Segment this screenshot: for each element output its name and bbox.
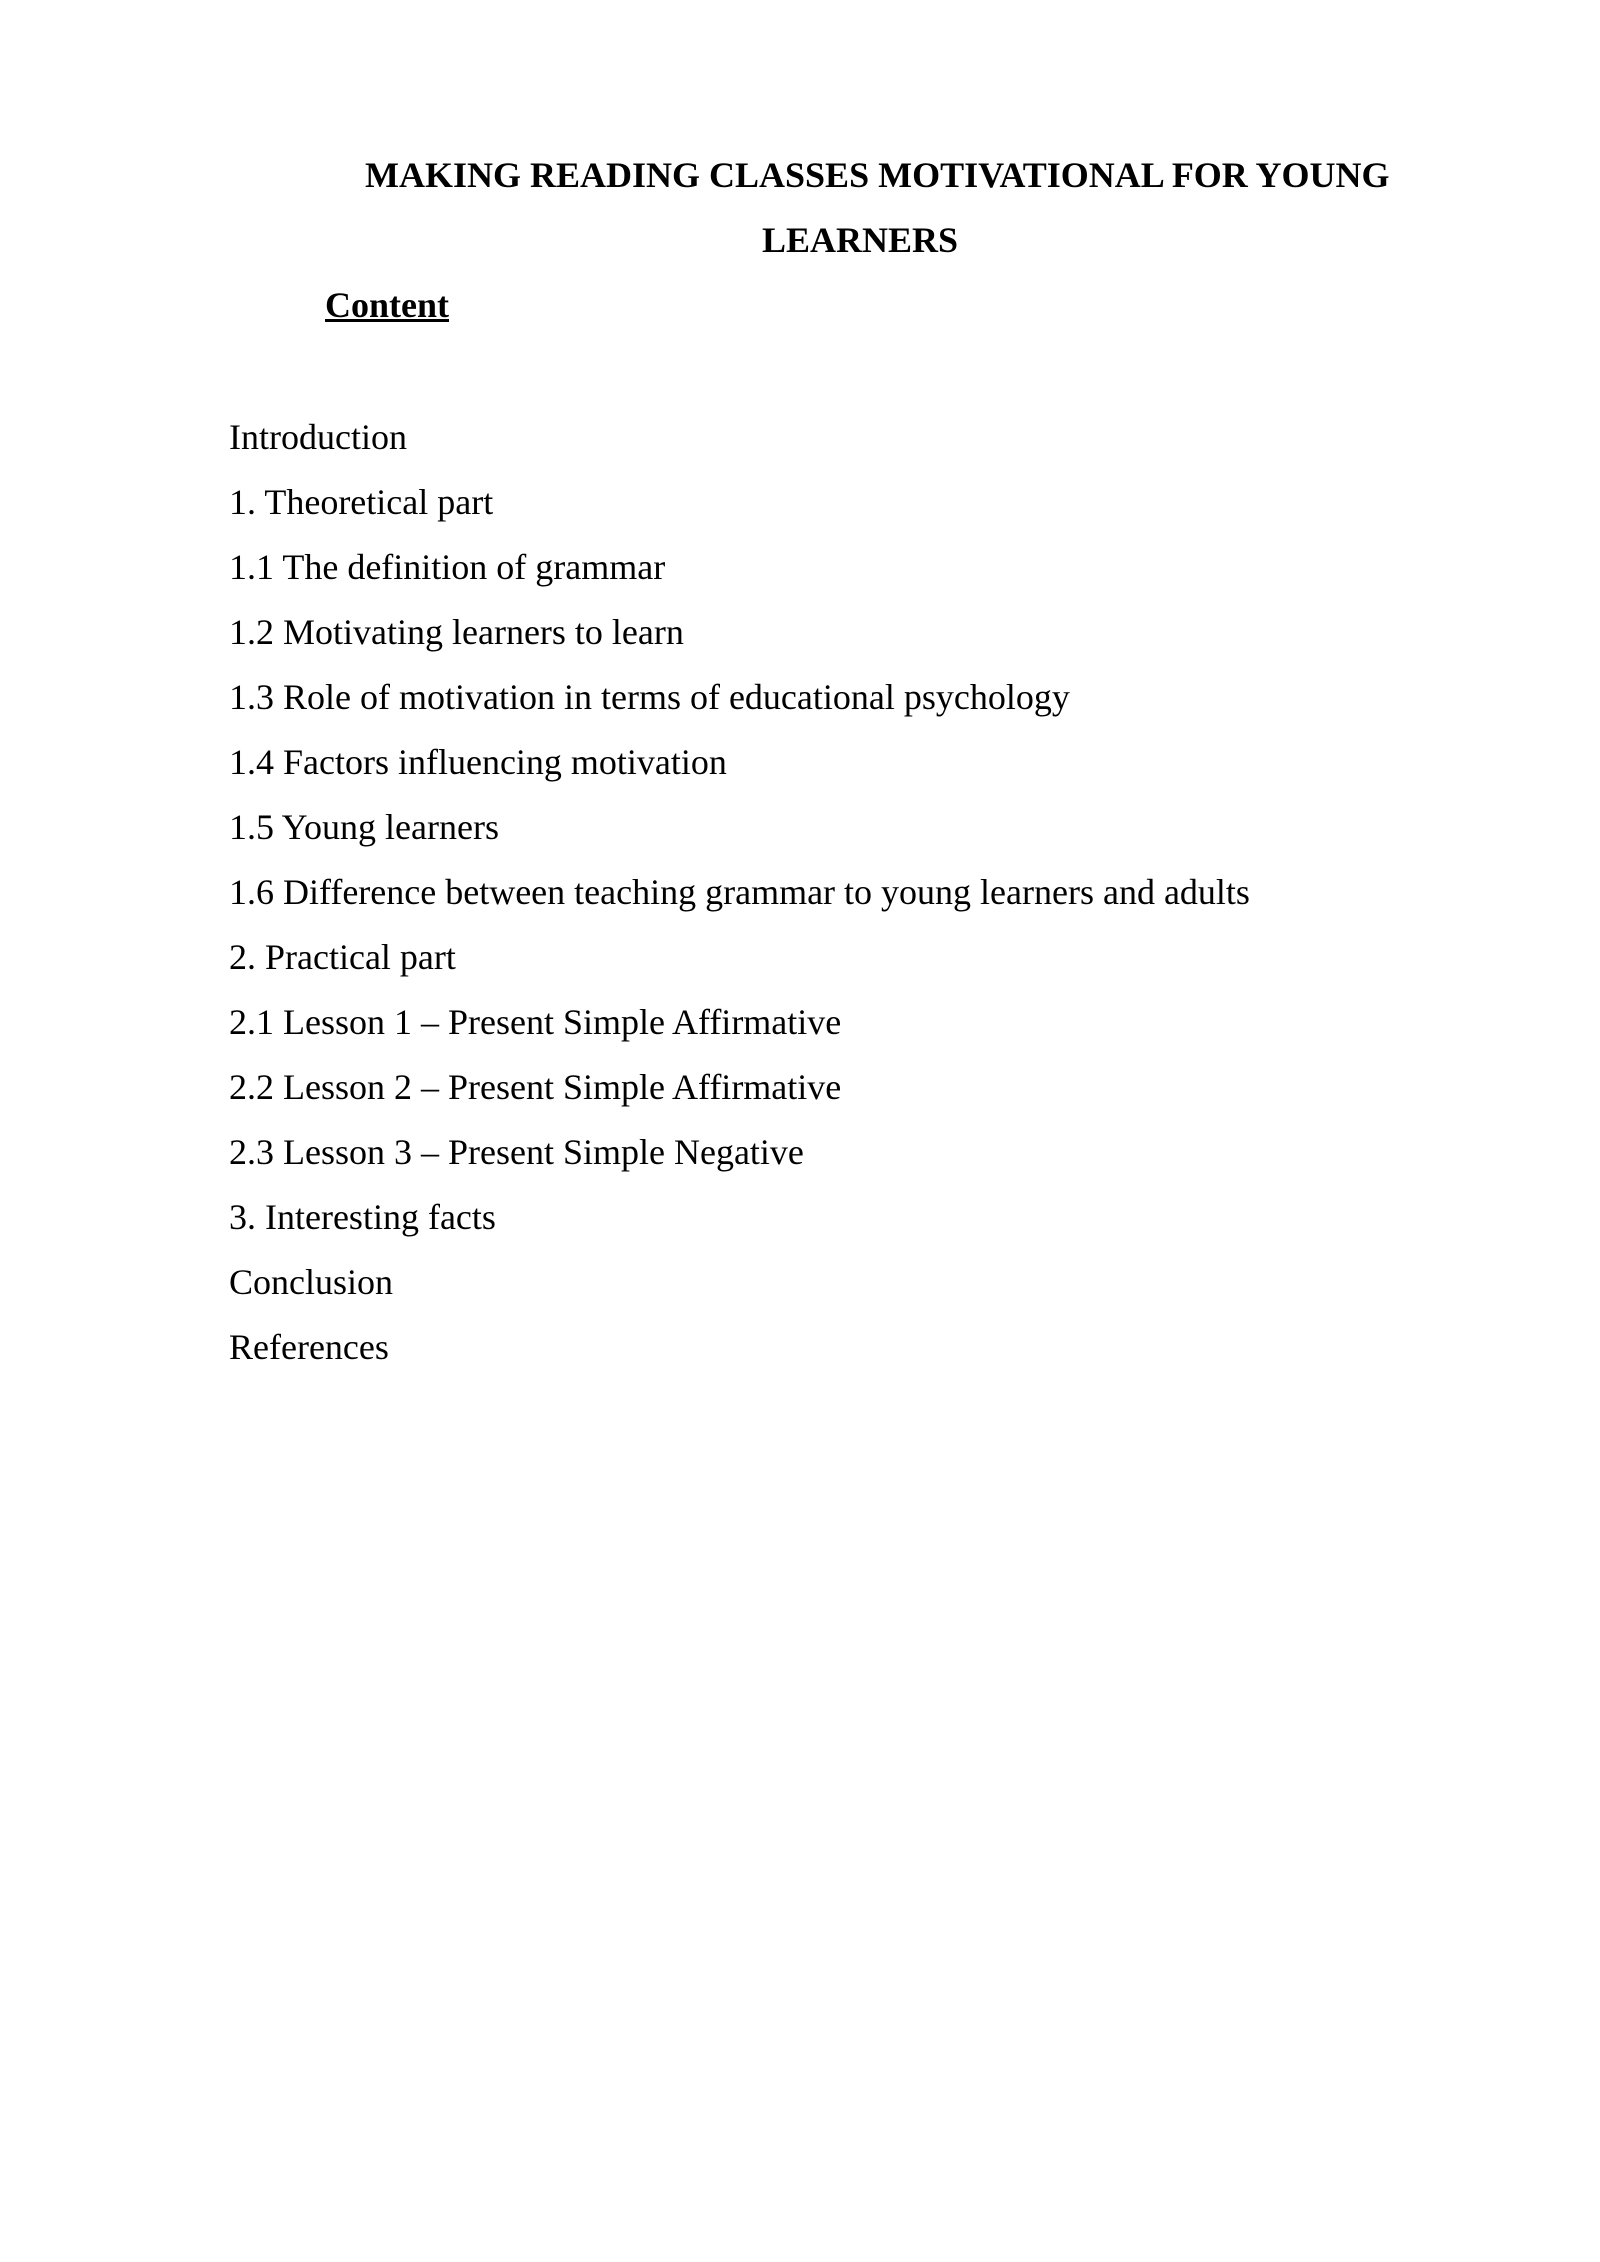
toc-item-theoretical-part: 1. Theoretical part xyxy=(229,482,494,522)
toc-item-lesson-1: 2.1 Lesson 1 – Present Simple Affirmative xyxy=(229,1002,842,1042)
toc-item-lesson-2: 2.2 Lesson 2 – Present Simple Affirmative xyxy=(229,1067,842,1107)
document-title-line-1: MAKING READING CLASSES MOTIVATIONAL FOR YOUNG xyxy=(365,155,1390,195)
toc-item-definition-of-grammar: 1.1 The definition of grammar xyxy=(229,547,666,587)
toc-item-introduction: Introduction xyxy=(229,417,407,457)
toc-item-lesson-3: 2.3 Lesson 3 – Present Simple Negative xyxy=(229,1132,804,1172)
toc-item-role-of-motivation: 1.3 Role of motivation in terms of educational psychology xyxy=(229,677,1070,717)
content-heading: Content xyxy=(325,285,449,325)
toc-item-practical-part: 2. Practical part xyxy=(229,937,456,977)
toc-item-conclusion: Conclusion xyxy=(229,1262,394,1302)
toc-item-difference-teaching-grammar: 1.6 Difference between teaching grammar to young learners and adults xyxy=(229,872,1250,912)
toc-item-references: References xyxy=(229,1327,389,1367)
toc-item-factors-influencing-motivation: 1.4 Factors influencing motivation xyxy=(229,742,727,782)
table-of-contents xyxy=(229,414,1250,1389)
toc-item-young-learners: 1.5 Young learners xyxy=(229,807,499,847)
toc-item-interesting-facts: 3. Interesting facts xyxy=(229,1197,496,1237)
toc-item-motivating-learners: 1.2 Motivating learners to learn xyxy=(229,612,684,652)
document-title-line-2: LEARNERS xyxy=(761,220,959,260)
